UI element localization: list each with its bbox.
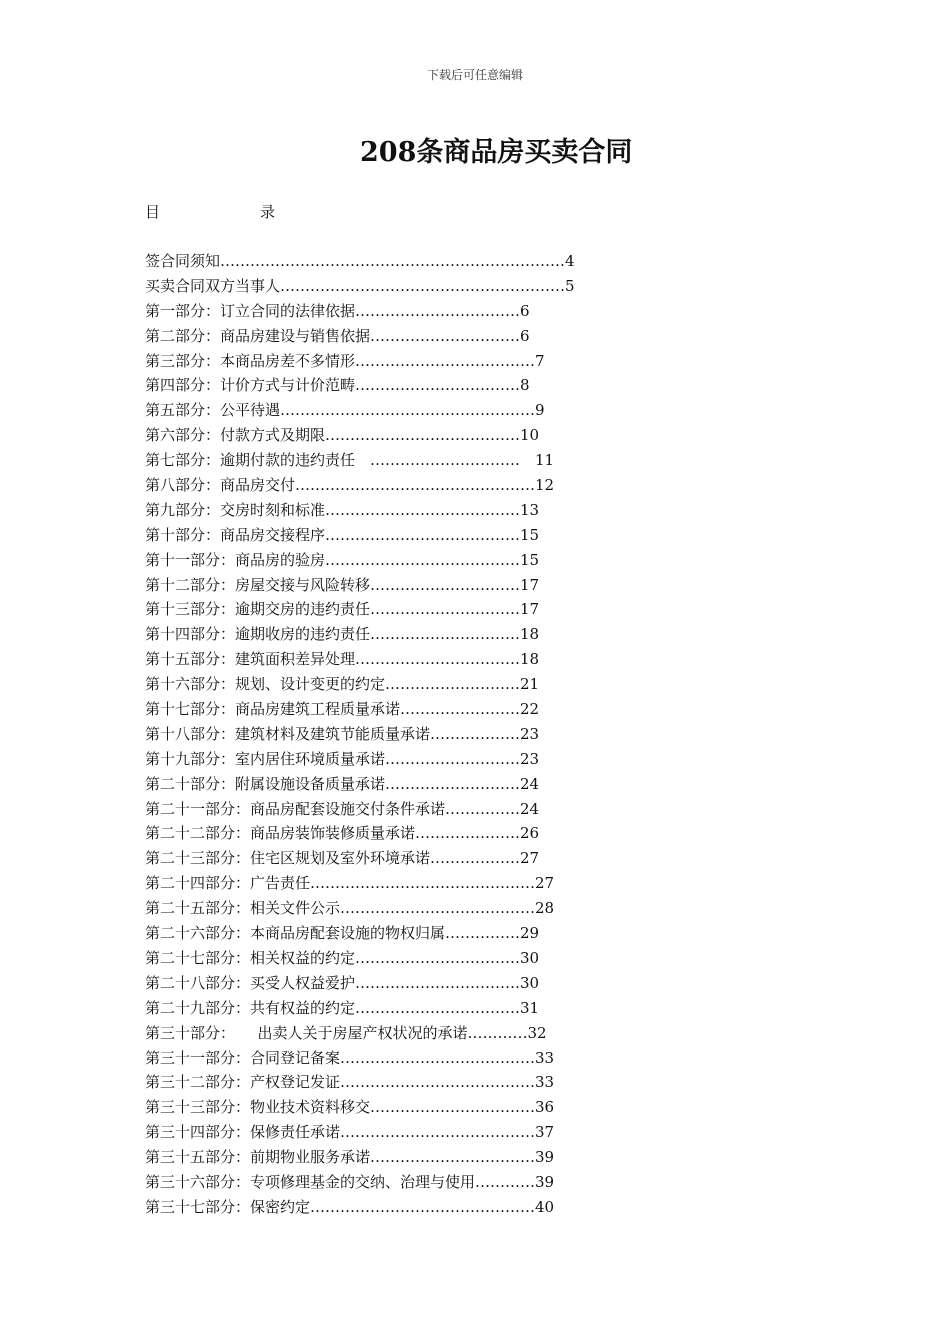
toc-entry[interactable]: 第十二部分：房屋交接与风险转移…………………………17 [145, 575, 540, 594]
toc-entry[interactable]: 第十部分：商品房交接程序…………………………………15 [145, 525, 540, 544]
toc-entry[interactable]: 第三十三部分：物业技术资料移交……………………………36 [145, 1098, 555, 1117]
table-of-contents [145, 249, 910, 1220]
document-title: 208条商品房买卖合同 [360, 137, 633, 168]
toc-entry[interactable]: 第二十六部分：本商品房配套设施的物权归属……………29 [145, 924, 540, 943]
toc-entry[interactable]: 第六部分：付款方式及期限…………………………………10 [145, 426, 540, 445]
toc-entry[interactable]: 第二十四部分：广告责任………………………………………27 [145, 874, 555, 893]
toc-entry[interactable]: 第八部分：商品房交付…………………………………………12 [145, 476, 555, 495]
toc-entry[interactable]: 第十六部分：规划、设计变更的约定………………………21 [145, 675, 540, 694]
toc-entry[interactable]: 第二十八部分：买受人权益爱护……………………………30 [145, 973, 540, 992]
toc-entry[interactable]: 第三十七部分：保密约定………………………………………40 [145, 1197, 555, 1216]
toc-entry[interactable]: 第五部分：公平待遇……………………………………………9 [145, 401, 545, 420]
toc-entry[interactable]: 第二十三部分：住宅区规划及室外环境承诺………………27 [145, 849, 540, 868]
toc-entry[interactable]: 第十五部分：建筑面积差异处理……………………………18 [145, 650, 540, 669]
toc-entry[interactable]: 第二十部分：附属设施设备质量承诺………………………24 [145, 774, 540, 793]
toc-entry[interactable]: 第三十五部分：前期物业服务承诺……………………………39 [145, 1148, 555, 1167]
toc-entry[interactable]: 第二十九部分：共有权益的约定……………………………31 [145, 998, 540, 1017]
toc-entry[interactable]: 第三十六部分：专项修理基金的交纳、治理与使用…………39 [145, 1172, 555, 1191]
toc-entry[interactable]: 第三十四部分：保修责任承诺…………………………………37 [145, 1123, 555, 1142]
toc-entry[interactable]: 第二部分：商品房建设与销售依据…………………………6 [145, 326, 530, 345]
toc-heading [145, 201, 275, 222]
toc-entry[interactable]: 第二十七部分：相关权益的约定……………………………30 [145, 948, 540, 967]
toc-entry[interactable]: 第七部分：逾期付款的违约责任 ………………………… 11 [145, 451, 555, 470]
toc-entry[interactable]: 第十一部分：商品房的验房…………………………………15 [145, 550, 540, 569]
toc-entry[interactable]: 第十四部分：逾期收房的违约责任…………………………18 [145, 625, 540, 644]
toc-entry[interactable]: 第四部分：计价方式与计价范畴……………………………8 [145, 376, 530, 395]
toc-entry[interactable]: 第十八部分：建筑材料及建筑节能质量承诺………………23 [145, 724, 540, 743]
toc-entry[interactable]: 第十九部分：室内居住环境质量承诺………………………23 [145, 749, 540, 768]
page-header: 下载后可任意编辑 [426, 68, 523, 82]
toc-entry[interactable]: 第九部分：交房时刻和标准…………………………………13 [145, 500, 540, 519]
toc-entry[interactable]: 第二十五部分：相关文件公示…………………………………28 [145, 899, 555, 918]
toc-entry[interactable]: 第十三部分：逾期交房的违约责任…………………………17 [145, 600, 540, 619]
toc-entry[interactable]: 第一部分：订立合同的法律依据……………………………6 [145, 301, 530, 320]
toc-entry[interactable]: 第二十二部分：商品房装饰装修质量承诺…………………26 [145, 824, 540, 843]
toc-entry[interactable]: 第十七部分：商品房建筑工程质量承诺……………………22 [145, 700, 540, 719]
toc-entry[interactable]: 第三部分：本商品房差不多情形………………………………7 [145, 351, 545, 370]
toc-entry[interactable]: 第三十一部分：合同登记备案…………………………………33 [145, 1048, 555, 1067]
toc-entry[interactable]: 第三十二部分：产权登记发证…………………………………33 [145, 1073, 555, 1092]
toc-heading-right: 录 [260, 203, 276, 221]
toc-heading-left: 目 [145, 203, 161, 221]
toc-entry[interactable]: 第二十一部分：商品房配套设施交付条件承诺……………24 [145, 799, 540, 818]
toc-entry[interactable]: 签合同须知……………………………………………………………4 [145, 252, 575, 270]
toc-entry[interactable]: 第三十部分： 出卖人关于房屋产权状况的承诺…………32 [145, 1023, 547, 1042]
toc-entry[interactable]: 买卖合同双方当事人…………………………………………………5 [145, 276, 575, 295]
